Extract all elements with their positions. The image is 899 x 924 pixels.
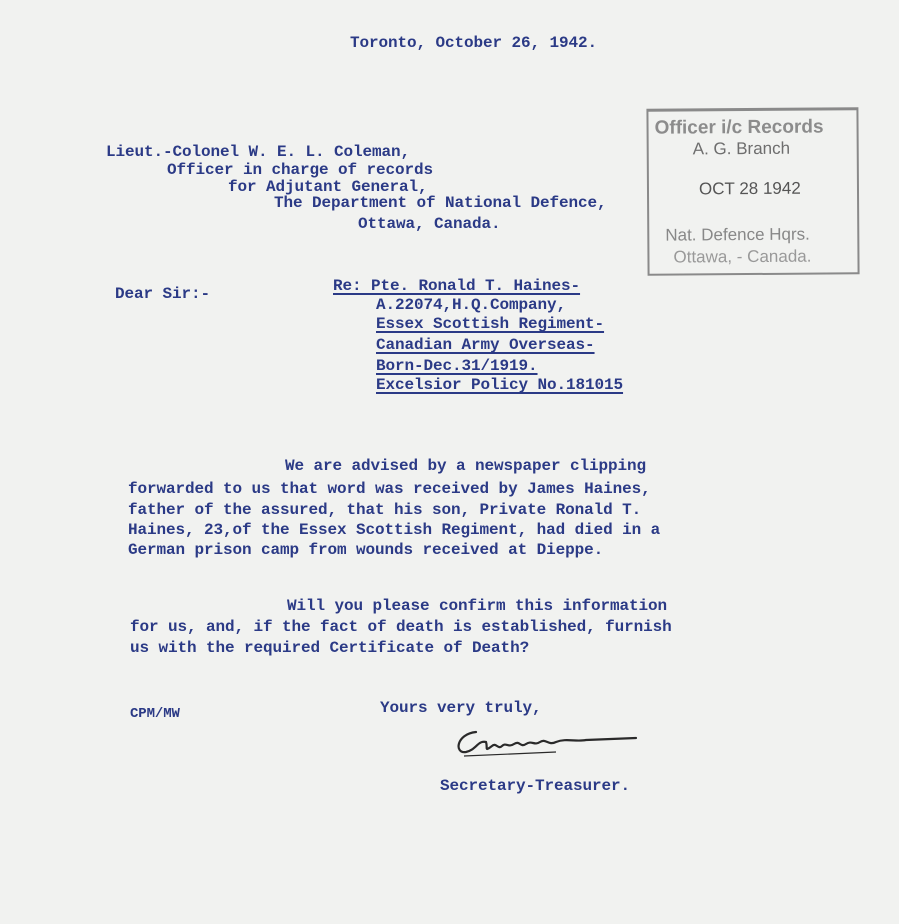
received-stamp: [646, 107, 859, 275]
paragraph-line: Haines, 23,of the Essex Scottish Regiment, had died in a: [128, 521, 661, 539]
typist-initials: CPM/MW: [130, 706, 180, 722]
addressee-line: Ottawa, Canada.: [358, 215, 501, 233]
stamp-line: Nat. Defence Hqrs.: [665, 224, 810, 245]
paragraph-line: Will you please confirm this information: [287, 597, 668, 615]
paragraph-line: forwarded to us that word was received by James Haines,: [128, 480, 651, 498]
closing: Yours very truly,: [380, 699, 542, 717]
re-line: Born-Dec.31/1919.: [376, 357, 538, 375]
salutation: Dear Sir:-: [115, 285, 211, 303]
paragraph-line: We are advised by a newspaper clipping: [285, 457, 647, 475]
stamp-date: OCT 28 1942: [698, 178, 801, 199]
stamp-line: A. G. Branch: [692, 138, 791, 159]
stamp-line: Ottawa, - Canada.: [673, 246, 812, 267]
paragraph-line: for us, and, if the fact of death is established, furnish: [130, 618, 672, 636]
stamp-line: Officer i/c Records: [654, 116, 824, 139]
re-line: Re: Pte. Ronald T. Haines-: [333, 277, 581, 295]
addressee-line: for Adjutant General,: [228, 178, 428, 196]
addressee-line: Officer in charge of records: [167, 161, 434, 179]
paragraph-line: us with the required Certificate of Death?: [130, 639, 530, 657]
re-line: Excelsior Policy No.181015: [376, 376, 624, 394]
paragraph-line: German prison camp from wounds received at Dieppe.: [128, 541, 604, 559]
re-line: A.22074,H.Q.Company,: [376, 296, 567, 314]
signature: [436, 722, 646, 767]
addressee-line: The Department of National Defence,: [274, 194, 607, 212]
signer-title: Secretary-Treasurer.: [440, 777, 631, 795]
addressee-line: Lieut.-Colonel W. E. L. Coleman,: [106, 143, 411, 161]
dateline: Toronto, October 26, 1942.: [350, 34, 598, 52]
re-line: Canadian Army Overseas-: [376, 336, 595, 354]
re-line: Essex Scottish Regiment-: [376, 315, 605, 333]
paragraph-line: father of the assured, that his son, Private Ronald T.: [128, 501, 642, 519]
